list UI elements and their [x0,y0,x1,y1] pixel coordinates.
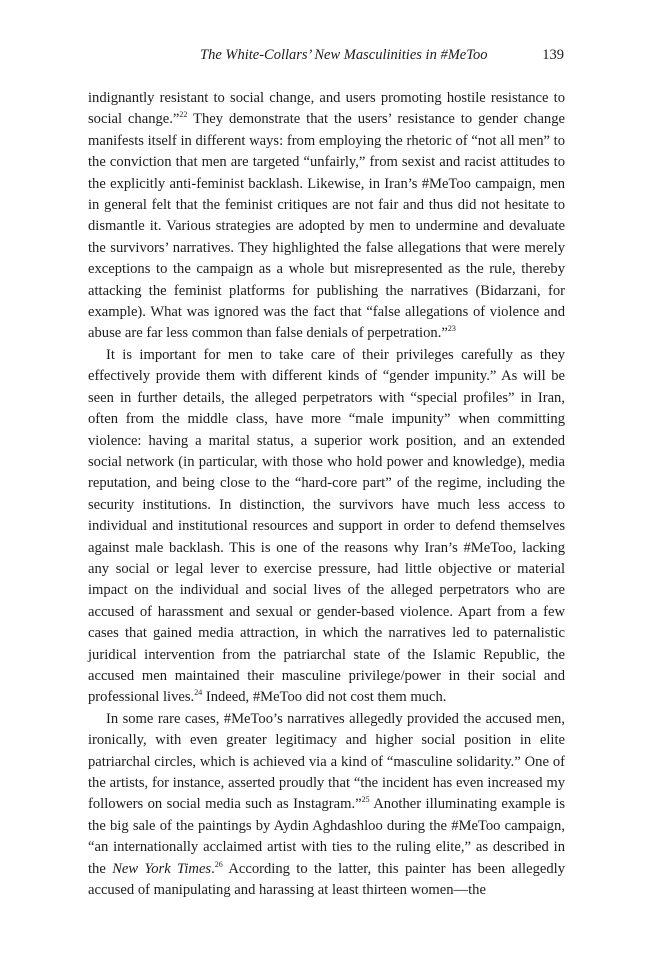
paragraph [88,88,565,345]
text-run: . [211,860,215,877]
text-run: indignantly resistant to social change, and users promoting hostile resistance to social change.” [88,90,565,128]
text-run: Another illuminating example is the big sale of the paintings by Aydin Aghdashloo during the #MeToo campaign, “an internationally acclaimed artist with ties to the ruling elite,” as described in the [88,796,566,877]
paragraph [88,345,565,709]
text-run: They demonstrate that the users’ resistance to gender change manifests itself in different ways: from employing the rhetoric of “not all men” to the conviction that men are targeted “unfairly,” from sexist and racist attitudes to the explicitly anti-feminist backlash. Likewise, in Iran’s #MeToo campaign, men in general felt that the feminist critiques are not fair and thus did not hesitate to dismantle it. Various strategies are adopted by men to undermine and devaluate the survivors’ narratives. They highlighted the false allegations that were merely exceptions to the campaign as a whole but misrepresented as the rule, thereby attacking the feminist platforms for publishing the narratives (Bidarzani, for example). What was ignored was the fact that “false allegations of violence and abuse are far less common than false denials of perpetration.” [88,111,566,342]
text-run: Indeed, #MeToo did not cost them much. [202,689,447,706]
page-number: 139 [542,47,564,63]
body-text [88,88,565,901]
running-title: The White-Collars’ New Masculinities in #MeToo [200,47,488,63]
footnote-marker: 23 [447,324,456,334]
paragraph [88,709,565,902]
text-run: According to the latter, this painter has been allegedly accused of manipulating and harassing at least thirteen women—the [88,860,565,899]
footnote-marker: 22 [179,110,188,120]
footnote-marker: 26 [214,859,223,869]
text-run: In some rare cases, #MeToo’s narratives allegedly provided the accused men, ironically, with even greater legitimacy and higher social position in elite patriarchal circles, which is achieved via a kind of “masculine solidarity.” One of the artists, for instance, asserted proudly that “the incident has even increased my followers on social media such as Instagram.” [88,710,565,813]
text-run: It is important for men to take care of their privileges carefully as they effectively provide them with different kinds of “gender impunity.” As will be seen in further details, the alleged perpetrators with “special profiles” in Iran, often from the middle class, have more “male impunity” when committing violence: having a marital status, a superior work position, and an extended social network (in particular, with those who hold power and knowledge), media reputation, and being close to the “hard-core part” of the regime, including the security institutions. In distinction, the survivors have much less access to individual and institutional resources and support in order to defend themselves against male backlash. This is one of the reasons why Iran’s #MeToo, lacking any social or legal lever to exercise pressure, had little objective or material impact on the individual and social lives of the alleged perpetrators who are accused of harassment and sexual or gender-based violence. Apart from a few cases that gained media attraction, in which the narratives led to paternalistic juridical intervention from the patriarchal state of the Islamic Republic, the accused men maintained their masculine privilege/power in their social and professional lives. [88,346,565,706]
footnote-marker: 24 [194,688,203,698]
italic-text: New York Times [112,860,212,877]
footnote-marker: 25 [361,795,370,805]
running-head [88,44,564,66]
